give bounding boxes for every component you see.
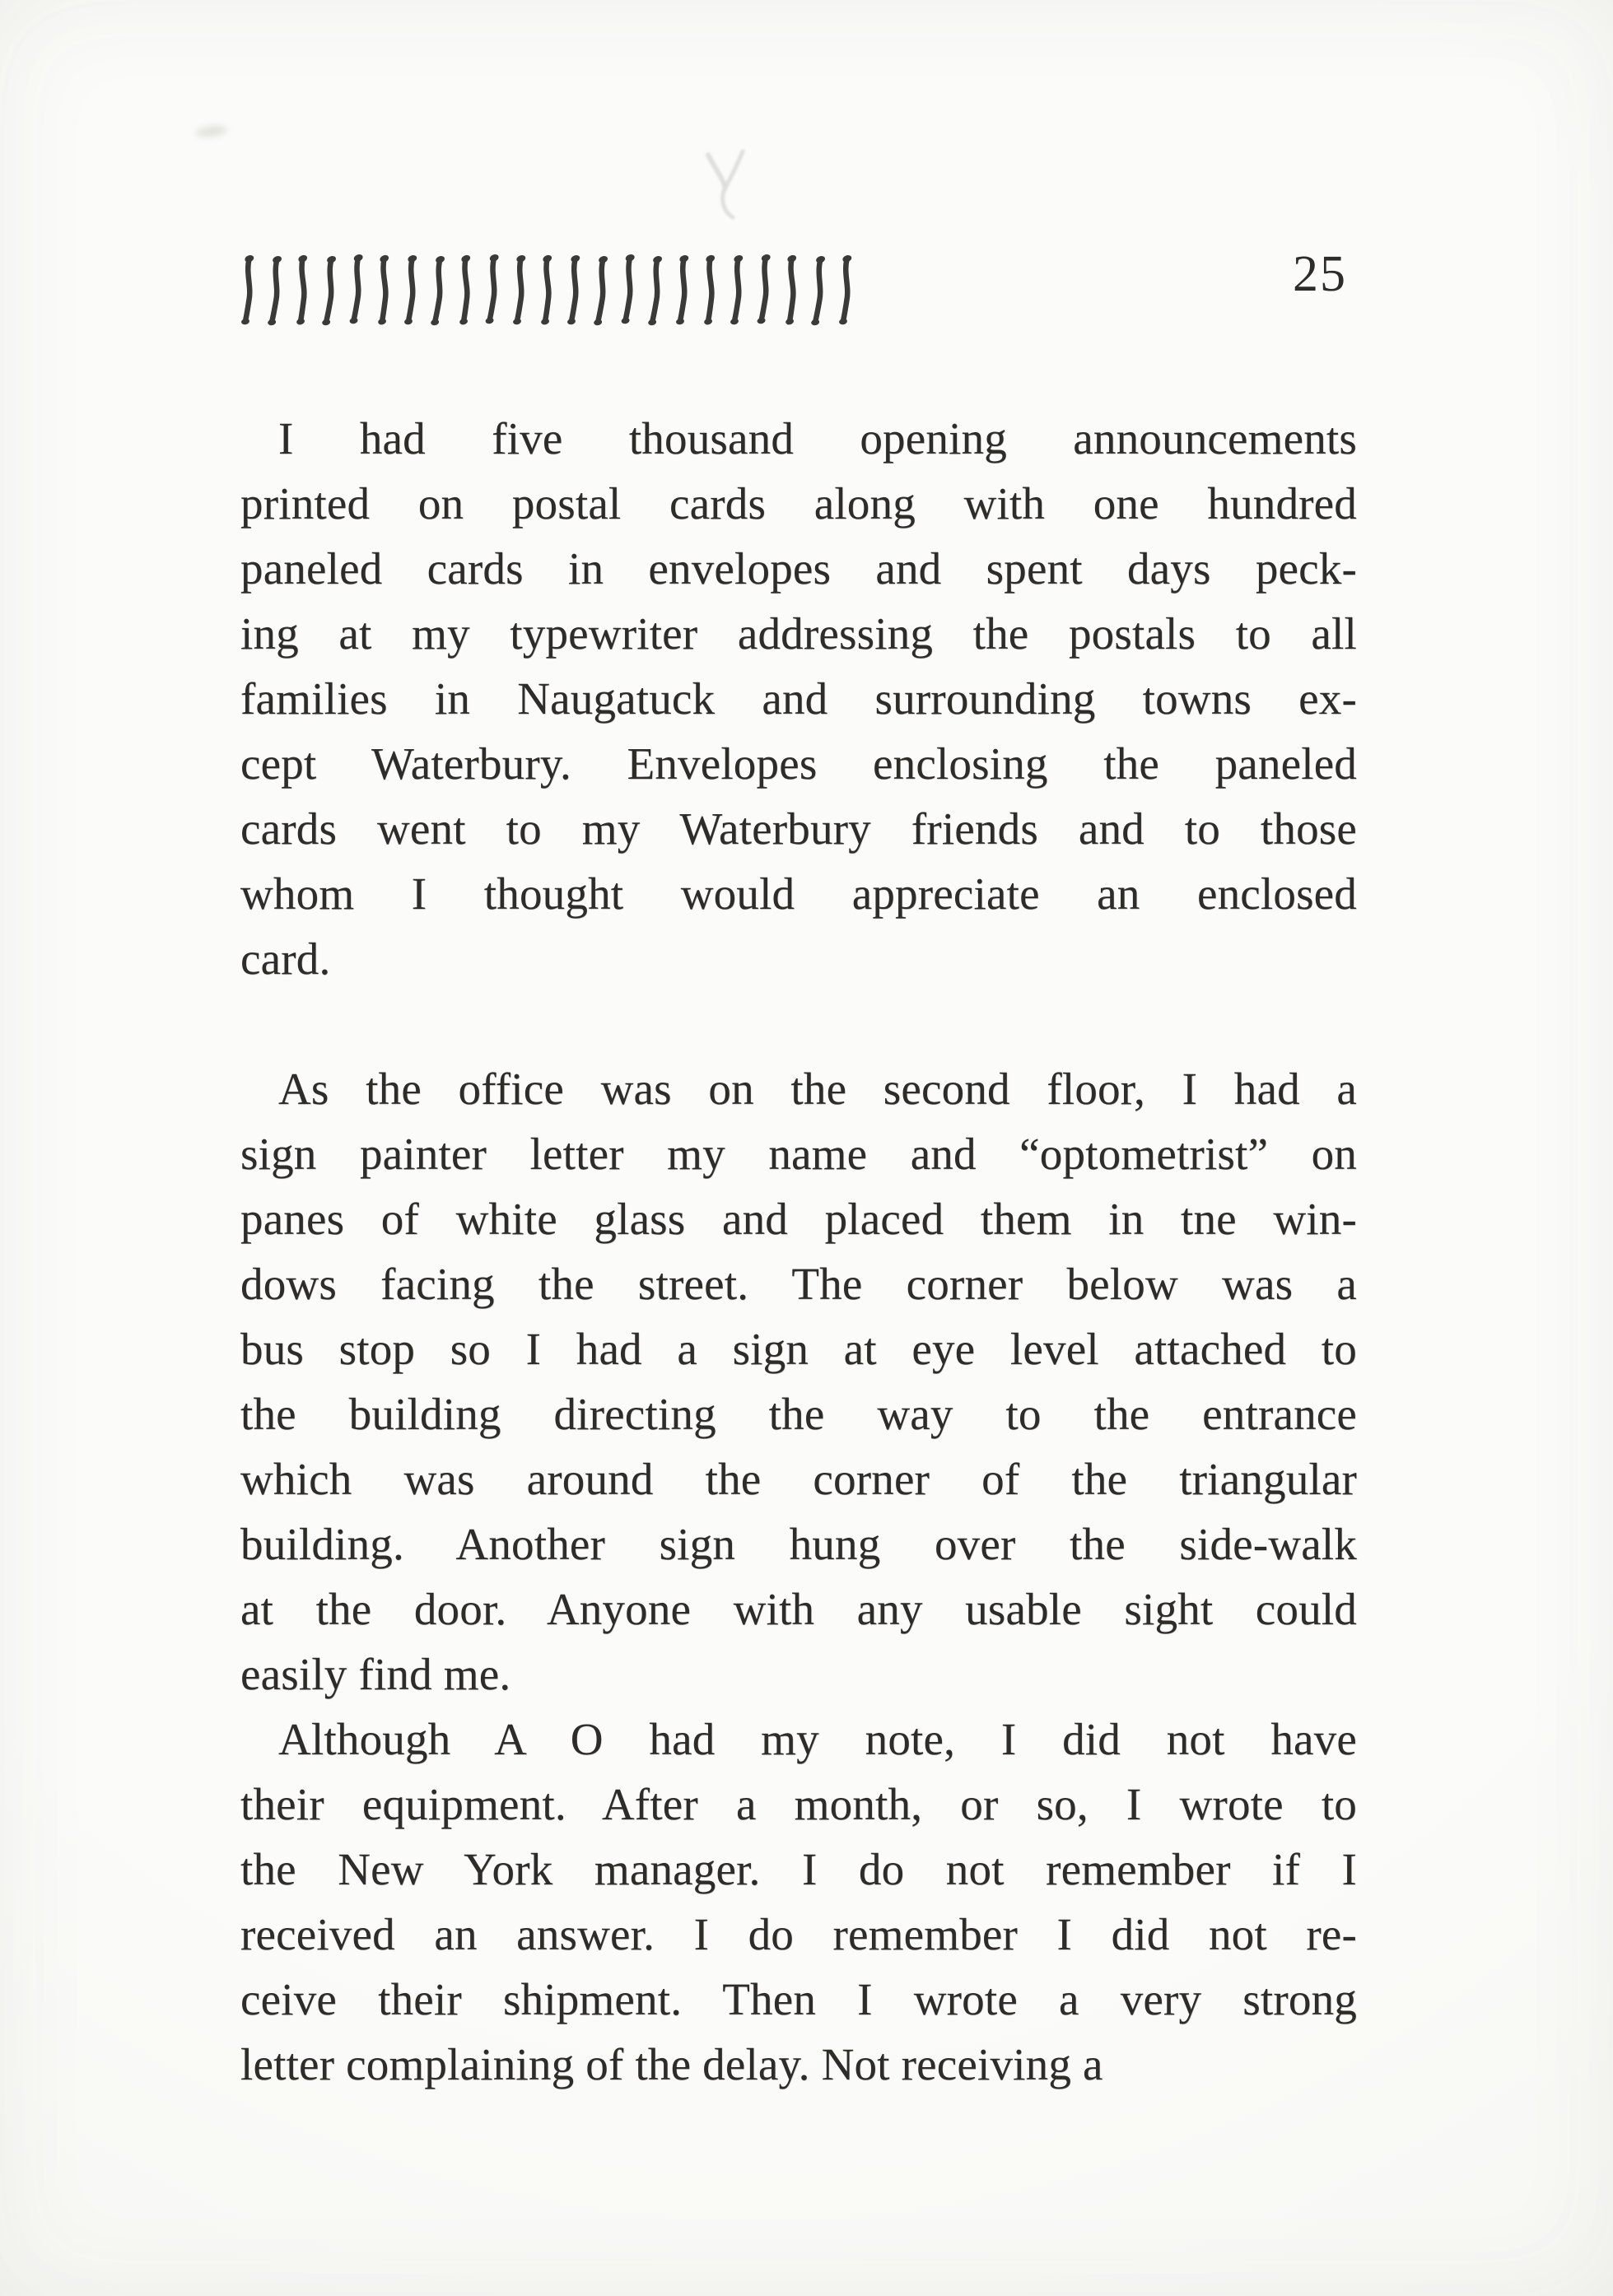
- squiggle-mark-icon: [294, 252, 311, 328]
- squiggle-mark-icon: [783, 252, 800, 328]
- squiggle-mark-icon: [757, 251, 772, 327]
- squiggle-mark-icon: [593, 253, 609, 328]
- page-header: [240, 246, 1357, 328]
- squiggle-mark-icon: [485, 251, 501, 327]
- text-line: their equipment. After a month, or so, I wrote to: [240, 1779, 1357, 1829]
- text-line: the New York manager. I do not remember if I: [240, 1844, 1357, 1894]
- squiggle-mark-icon: [675, 252, 690, 328]
- squiggle-mark-icon: [457, 252, 474, 328]
- text-line: panes of white glass and placed them in tne win-: [240, 1194, 1357, 1244]
- text-line: dows facing the street. The corner below was a: [240, 1259, 1357, 1309]
- paragraph: [240, 1056, 1357, 1707]
- squiggle-mark-icon: [375, 252, 393, 328]
- text-line: ing at my typewriter addressing the postals to all: [240, 608, 1357, 659]
- squiggle-mark-icon: [240, 252, 255, 328]
- paragraph: [240, 406, 1357, 991]
- squiggle-mark-icon: [403, 252, 418, 328]
- squiggle-mark-icon: [430, 253, 446, 328]
- squiggle-mark-icon: [512, 252, 527, 328]
- text-line: which was around the corner of the triangular: [240, 1454, 1357, 1504]
- text-line: easily find me.: [240, 1649, 511, 1699]
- text-line: I had five thousand opening announcements: [278, 413, 1357, 463]
- text-block: [240, 0, 1357, 2097]
- page-number: 25: [1293, 246, 1347, 302]
- text-line: cards went to my Waterbury friends and to those: [240, 803, 1357, 854]
- text-line: whom I thought would appreciate an enclosed: [240, 869, 1357, 919]
- squiggle-mark-icon: [321, 253, 338, 328]
- text-line: families in Naugatuck and surrounding towns ex-: [240, 673, 1357, 724]
- ornament-row: [240, 252, 853, 328]
- text-line: cept Waterbury. Envelopes enclosing the paneled: [240, 738, 1357, 789]
- squiggle-mark-icon: [730, 252, 744, 328]
- text-line: As the office was on the second floor, I had a: [278, 1064, 1357, 1114]
- squiggle-mark-icon: [267, 253, 283, 328]
- text-line: Although A O had my note, I did not have: [278, 1714, 1357, 1764]
- text-line: letter complaining of the delay. Not receiving a: [240, 2039, 1103, 2089]
- squiggle-mark-icon: [702, 252, 719, 328]
- squiggle-mark-icon: [349, 251, 365, 327]
- squiggle-mark-icon: [647, 253, 664, 328]
- text-line: building. Another sign hung over the side-walk: [240, 1519, 1357, 1569]
- text-line: sign painter letter my name and “optometrist” on: [240, 1129, 1357, 1179]
- paper-smudge: [195, 123, 227, 138]
- page-body: [240, 406, 1357, 2097]
- text-line: received an answer. I do remember I did not re-: [240, 1909, 1357, 1959]
- text-line: the building directing the way to the entrance: [240, 1389, 1357, 1439]
- text-line: bus stop so I had a sign at eye level attached to: [240, 1324, 1357, 1374]
- squiggle-mark-icon: [621, 251, 636, 327]
- squiggle-mark-icon: [810, 253, 827, 328]
- squiggle-mark-icon: [538, 252, 556, 328]
- text-line: card.: [240, 934, 331, 984]
- paragraph: [240, 1707, 1357, 2097]
- squiggle-mark-icon: [838, 252, 853, 328]
- text-line: paneled cards in envelopes and spent days peck-: [240, 543, 1357, 594]
- squiggle-mark-icon: [566, 252, 581, 328]
- text-line: at the door. Anyone with any usable sight could: [240, 1584, 1357, 1634]
- text-line: printed on postal cards along with one hundred: [240, 478, 1357, 529]
- text-line: ceive their shipment. Then I wrote a very strong: [240, 1974, 1357, 2024]
